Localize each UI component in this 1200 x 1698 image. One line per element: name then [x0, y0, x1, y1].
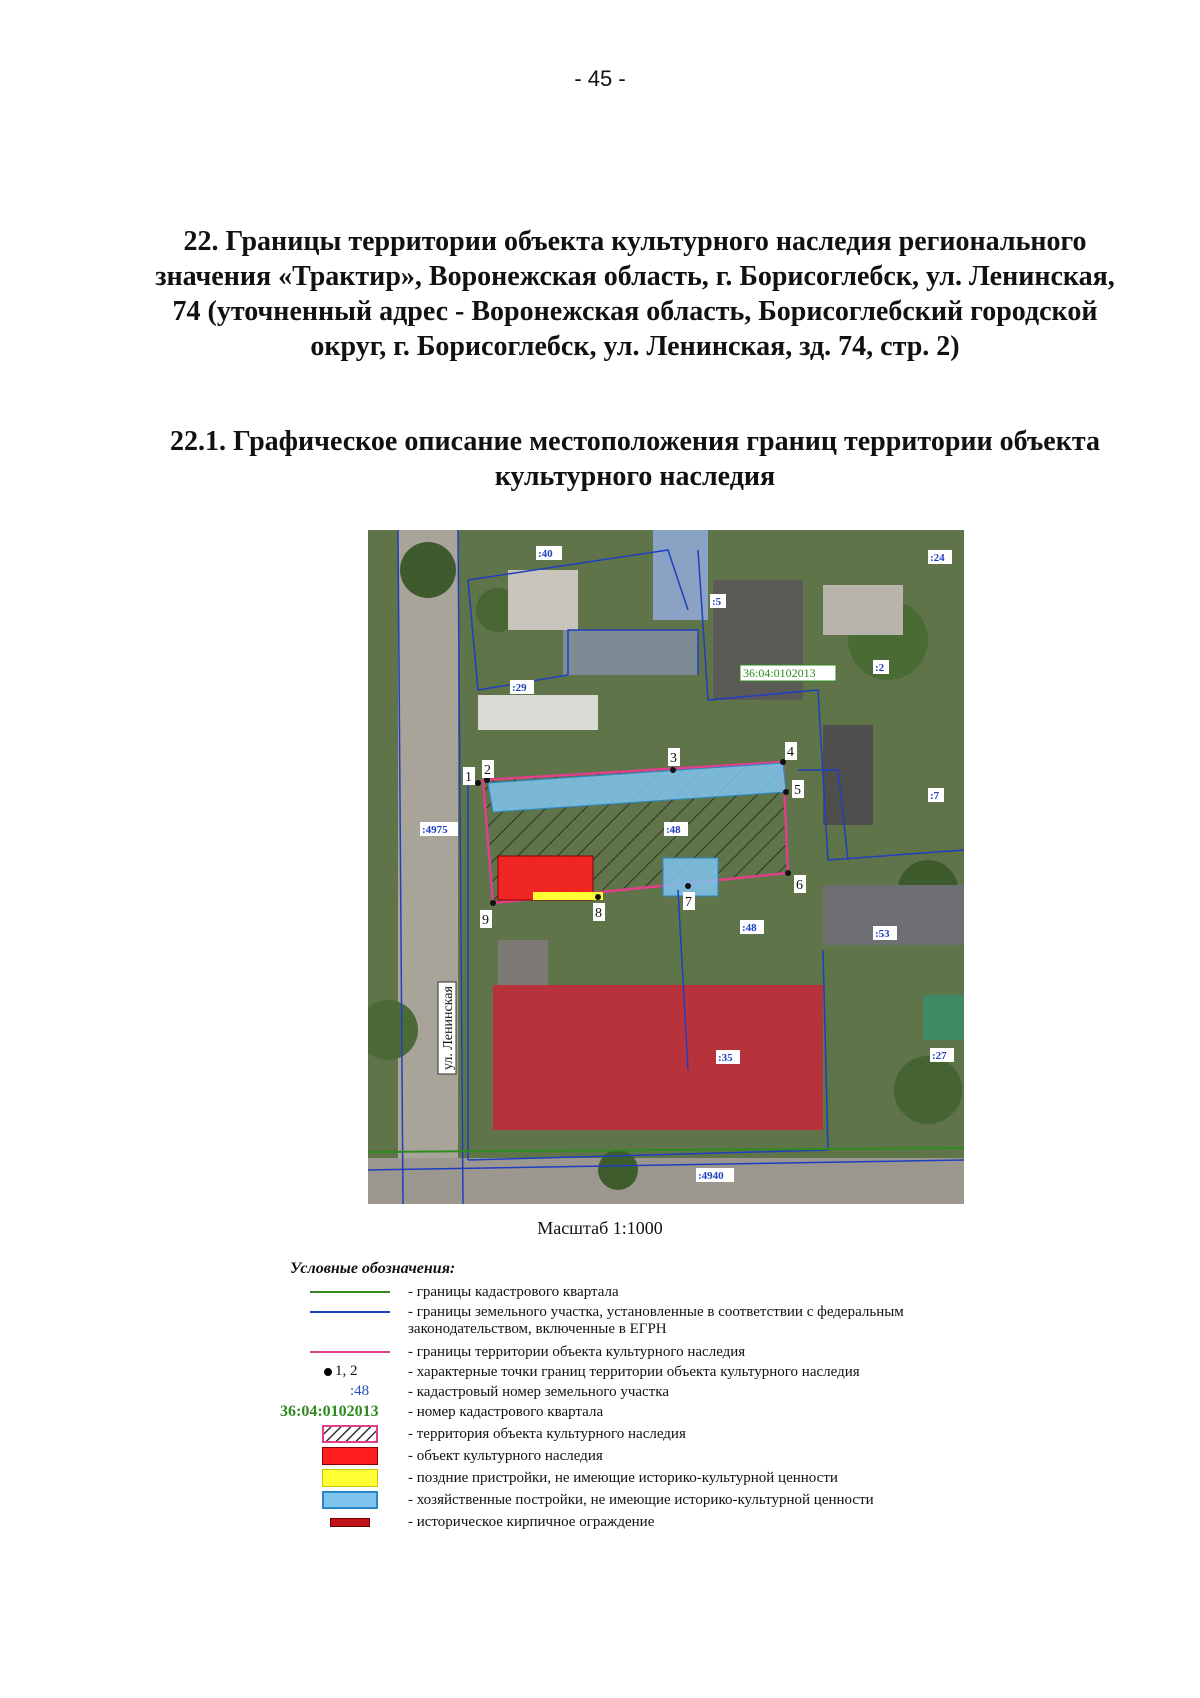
point-label: [593, 903, 605, 921]
parcel-label: [740, 920, 764, 934]
legend-item-quarter-number: 36:04:0102013 - номер кадастрового квартала: [280, 1403, 604, 1420]
late-addition-area: [533, 892, 603, 900]
legend-item-heritage-object: - объект культурного наследия: [280, 1446, 1080, 1468]
point-label: [480, 910, 492, 928]
point-label: [785, 742, 797, 760]
point-label: [794, 875, 806, 893]
section-heading: 22. Границы территории объекта культурного наследия регионального значения «Трактир», Воронежская область, г. Борисоглебск, ул. Ленинская, 74 (уточненный адрес - Воронежская область, Борисоглебский городской округ, г. Борисоглебск, ул. Ленинская, зд. 74, стр. 2): [155, 226, 1115, 362]
legend-title: Условные обозначения:: [290, 1260, 456, 1277]
legend-item-parcel-number: :48 - кадастровый номер земельного участка: [350, 1383, 669, 1400]
yellow-box-symbol: [322, 1469, 378, 1487]
subsection-heading: 22.1. Графическое описание местоположения границ территории объекта культурного наследия: [170, 426, 1100, 492]
legend-item-brick-fence: - историческое кирпичное ограждение: [280, 1512, 1080, 1534]
svg-text::40: :40: [538, 548, 553, 560]
roof: [478, 695, 598, 730]
point-label: [482, 760, 494, 778]
parcel-label: [928, 550, 952, 564]
point-label: [683, 892, 695, 910]
svg-text:2: 2: [484, 763, 491, 778]
parcel-label: [716, 1050, 740, 1064]
parcel-label: [873, 660, 889, 674]
roof: [823, 585, 903, 635]
street-label: [438, 982, 456, 1074]
parcel-label: [420, 822, 458, 836]
roof: [563, 630, 698, 675]
svg-text:9: 9: [482, 913, 489, 928]
parcel-label: [664, 822, 688, 836]
svg-text::27: :27: [932, 1050, 947, 1062]
legend-item-late-additions: - поздние пристройки, не имеющие историко-культурной ценности: [280, 1468, 1080, 1490]
map-scale: Масштаб 1:1000: [537, 1218, 663, 1238]
svg-text::29: :29: [512, 682, 527, 694]
svg-text:8: 8: [595, 906, 602, 921]
point-label: [463, 767, 475, 785]
street-roadway: [398, 530, 458, 1204]
parcel-label: [710, 594, 726, 608]
legend-item-territory-boundary: - границы территории объекта культурного наследия: [280, 1342, 1080, 1364]
point-label: [668, 748, 680, 766]
svg-text::24: :24: [930, 552, 945, 564]
svg-text::7: :7: [930, 790, 940, 802]
legend-item-heritage-territory: - территория объекта культурного наследия: [280, 1424, 1080, 1446]
pink-line-symbol: [310, 1351, 390, 1353]
svg-text:7: 7: [685, 895, 692, 910]
utility-building-area: [663, 858, 718, 896]
cadastral-map: [368, 530, 964, 1204]
svg-text:1: 1: [465, 770, 472, 785]
parcel-label: [928, 788, 944, 802]
parcel-label: [510, 680, 534, 694]
legend-item-utility-buildings: - хозяйственные постройки, не имеющие историко-культурной ценности: [280, 1490, 1080, 1512]
legend-item-parcel-boundary: - границы земельного участка, установленные в соответствии с федеральным законодательством, включенные в ЕГРН: [280, 1302, 1080, 1324]
svg-text::48: :48: [742, 922, 757, 934]
parcel-number-symbol: :48: [350, 1383, 370, 1399]
roof: [823, 725, 873, 825]
svg-text::35: :35: [718, 1052, 733, 1064]
quarter-number-symbol: 36:04:0102013: [280, 1403, 379, 1420]
page-number: - 45 -: [574, 66, 626, 91]
historic-building-roof: [493, 985, 823, 1130]
blue-line-symbol: [310, 1311, 390, 1313]
parcel-label: [873, 926, 897, 940]
roof: [713, 580, 803, 700]
svg-text::4975: :4975: [422, 824, 448, 836]
parcel-label: [930, 1048, 954, 1062]
svg-text::2: :2: [875, 662, 885, 674]
svg-text:4: 4: [787, 745, 794, 760]
svg-text:5: 5: [794, 783, 801, 798]
legend-item-boundary-points: 1, 2 - характерные точки границ территории объекта культурного наследия: [280, 1362, 1080, 1384]
hatch-symbol: [322, 1425, 378, 1443]
svg-text::5: :5: [712, 596, 722, 608]
svg-text:36:04:0102013: 36:04:0102013: [743, 666, 816, 680]
roof: [923, 995, 964, 1040]
svg-text::4940: :4940: [698, 1170, 724, 1182]
parcel-label: [536, 546, 562, 560]
blue-box-symbol: [322, 1491, 378, 1509]
parcel-label: [696, 1168, 734, 1182]
svg-text:6: 6: [796, 878, 803, 893]
svg-text:3: 3: [670, 751, 677, 766]
quarter-label: [740, 665, 836, 681]
svg-text::53: :53: [875, 928, 890, 940]
point-symbol: 1, 2: [324, 1363, 358, 1380]
legend-item-quarter-boundary: - границы кадастрового квартала: [280, 1282, 1080, 1304]
svg-text:ул. Ленинская: ул. Ленинская: [441, 986, 456, 1070]
point-label: [792, 780, 804, 798]
svg-text::48: :48: [666, 824, 681, 836]
roof: [508, 570, 578, 630]
red-box-symbol: [322, 1447, 378, 1465]
green-line-symbol: [310, 1291, 390, 1293]
dark-red-bar-symbol: [330, 1518, 370, 1527]
